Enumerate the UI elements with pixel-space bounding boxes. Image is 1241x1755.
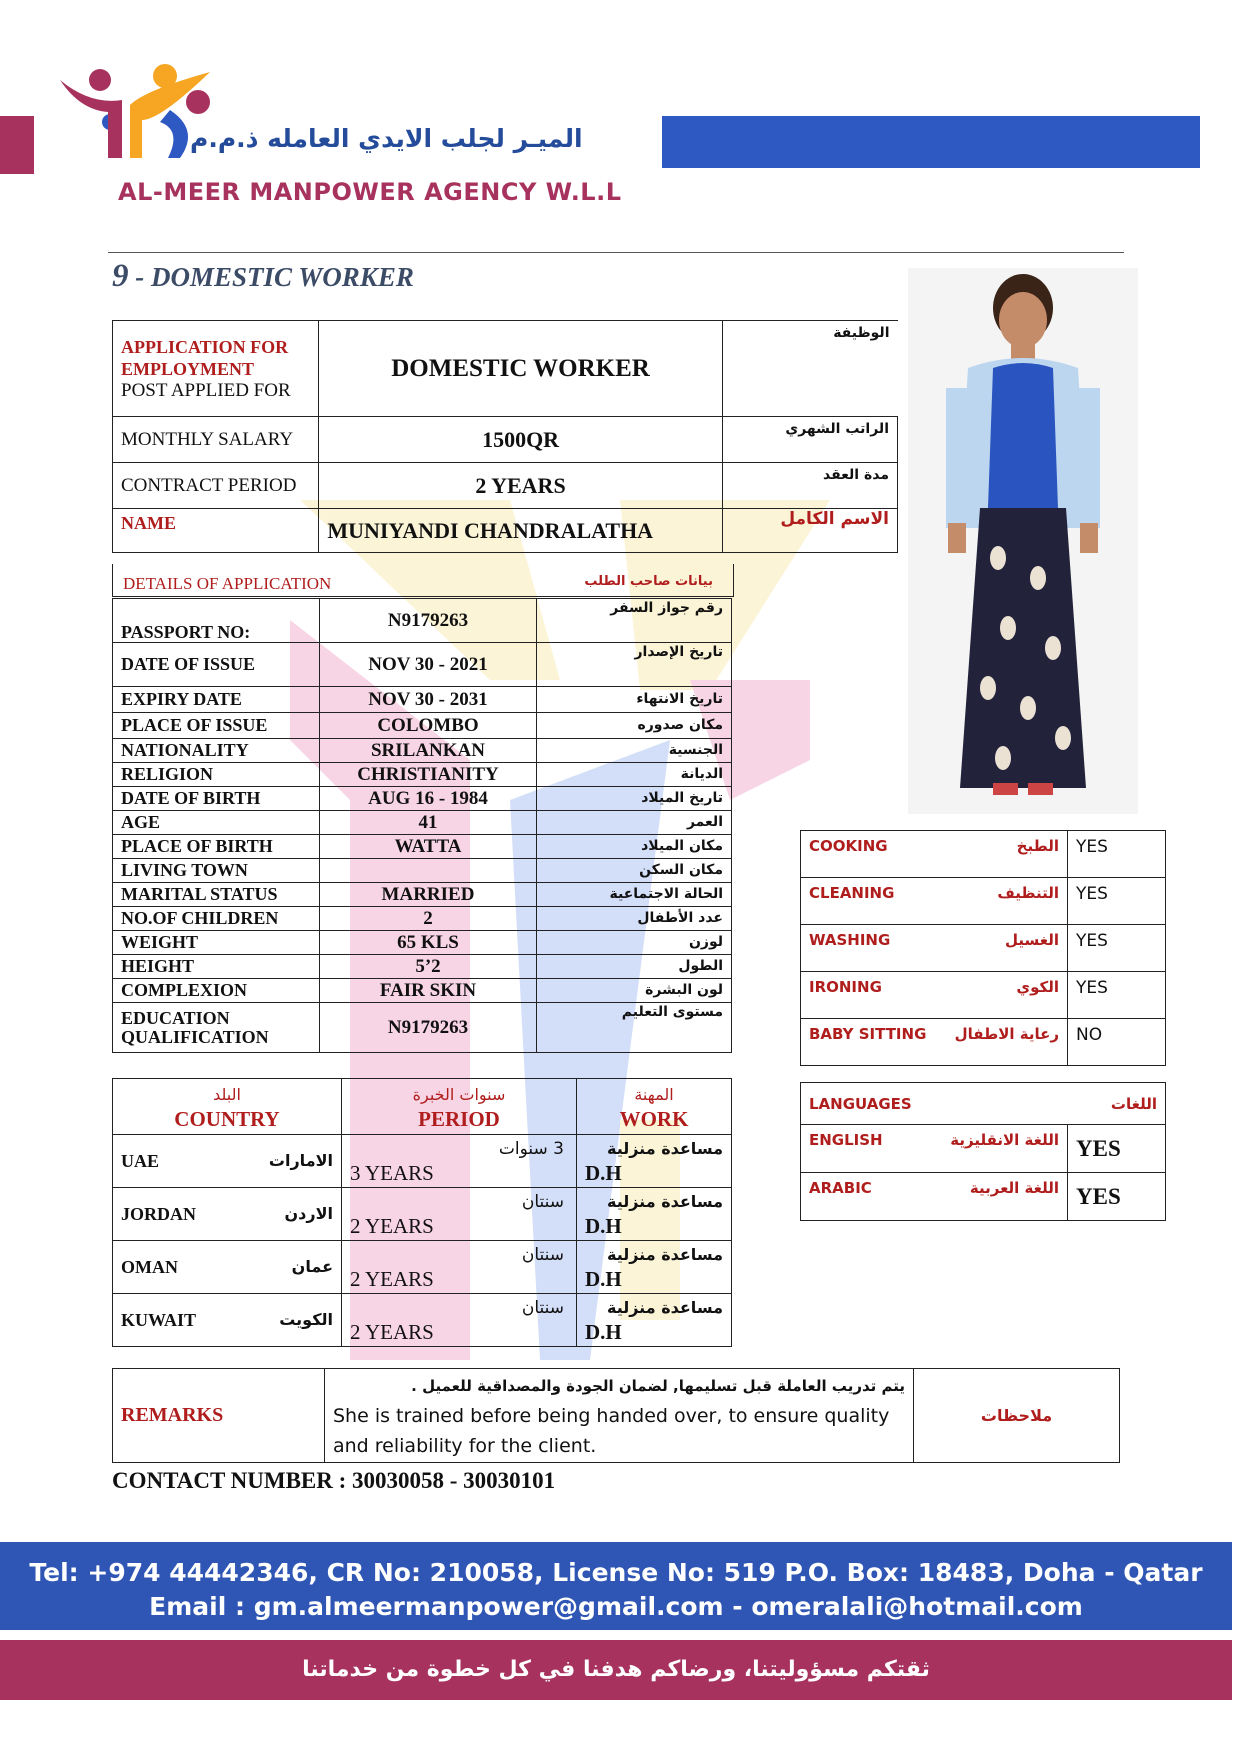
language-name-ar: اللغة الانقليزية bbox=[950, 1131, 1059, 1149]
footer-contact-band bbox=[0, 1542, 1232, 1630]
col-work-ar: المهنة bbox=[634, 1084, 674, 1104]
skill-value: YES bbox=[1068, 925, 1166, 972]
details-ar: مكان الميلاد bbox=[537, 835, 732, 859]
footer-line-2: Email : gm.almeermanpower@gmail.com - omeralali@hotmail.com bbox=[149, 1592, 1083, 1621]
exp-period-ar: سنتان bbox=[521, 1245, 564, 1265]
skill-value: YES bbox=[1068, 972, 1166, 1019]
skills-table bbox=[800, 830, 1166, 1066]
remarks-text-ar: يتم تدريب العاملة قبل تسليمها, لضمان الجودة والمصداقية للعميل . bbox=[411, 1376, 905, 1395]
brand-left-bar bbox=[0, 116, 34, 174]
details-row bbox=[113, 811, 732, 835]
salary-ar: الراتب الشهري bbox=[722, 417, 897, 463]
col-period: PERIOD bbox=[418, 1106, 500, 1131]
name-value: MUNIYANDI CHANDRALATHA bbox=[319, 509, 722, 553]
details-label: NO.OF CHILDREN bbox=[113, 907, 320, 931]
exp-work: D.H bbox=[585, 1161, 622, 1185]
document-title bbox=[112, 258, 414, 295]
skill-name-ar: الكوي bbox=[1016, 978, 1059, 996]
details-value: 2 bbox=[320, 907, 537, 931]
remarks-label: REMARKS bbox=[113, 1369, 325, 1463]
details-value: SRILANKAN bbox=[320, 739, 537, 763]
details-ar: تاريخ الميلاد bbox=[537, 787, 732, 811]
exp-work: D.H bbox=[585, 1267, 622, 1291]
details-row bbox=[113, 599, 732, 643]
details-row bbox=[113, 739, 732, 763]
agency-name-arabic: الميـر لجلب الايدي العامله ذ.م.م bbox=[190, 124, 583, 153]
details-row bbox=[113, 907, 732, 931]
exp-country: JORDAN bbox=[121, 1203, 196, 1224]
agency-name-english: AL-MEER MANPOWER AGENCY W.L.L bbox=[118, 178, 622, 206]
details-value: NOV 30 - 2031 bbox=[320, 687, 537, 713]
brand-right-bar bbox=[662, 116, 1200, 168]
exp-country-ar: الامارات bbox=[268, 1150, 333, 1170]
details-ar: لون البشرة bbox=[537, 979, 732, 1003]
details-ar: مستوى التعليم bbox=[537, 1003, 732, 1053]
name-label: NAME bbox=[113, 509, 319, 553]
skill-name-ar: رعاية الاطفال bbox=[954, 1025, 1059, 1043]
exp-country-ar: عمان bbox=[291, 1256, 333, 1276]
skill-row bbox=[801, 925, 1166, 972]
details-label: EXPIRY DATE bbox=[113, 687, 320, 713]
details-label: NATIONALITY bbox=[113, 739, 320, 763]
experience-table bbox=[112, 1078, 732, 1347]
salary-value: 1500QR bbox=[319, 417, 722, 463]
skill-value: YES bbox=[1068, 878, 1166, 925]
details-ar: لوزن bbox=[537, 931, 732, 955]
details-value: CHRISTIANITY bbox=[320, 763, 537, 787]
language-value: YES bbox=[1068, 1173, 1166, 1221]
exp-work: D.H bbox=[585, 1320, 622, 1344]
skill-name-ar: الغسيل bbox=[1004, 931, 1059, 949]
skill-value: NO bbox=[1068, 1019, 1166, 1066]
details-label: WEIGHT bbox=[113, 931, 320, 955]
exp-work: D.H bbox=[585, 1214, 622, 1238]
exp-period-ar: سنتان bbox=[521, 1298, 564, 1318]
footer-slogan: ثقتكم مسؤوليتنا، ورضاكم هدفنا في كل خطوة من خدماتنا bbox=[0, 1640, 1232, 1700]
details-value: MARRIED bbox=[320, 883, 537, 907]
details-label: PLACE OF BIRTH bbox=[113, 835, 320, 859]
details-value: FAIR SKIN bbox=[320, 979, 537, 1003]
post-applied-value: DOMESTIC WORKER bbox=[319, 321, 722, 417]
details-ar: رقم جواز السفر bbox=[537, 599, 732, 643]
language-name: ARABIC bbox=[809, 1179, 872, 1197]
languages-label-ar: اللغات bbox=[1110, 1094, 1157, 1113]
details-label: DETAILS OF APPLICATION bbox=[123, 574, 332, 593]
details-row bbox=[113, 931, 732, 955]
application-label: APPLICATION FOR EMPLOYMENT bbox=[121, 336, 289, 379]
details-ar: الجنسية bbox=[537, 739, 732, 763]
remarks-text-en: She is trained before being handed over, to ensure quality and reliability for the client. bbox=[333, 1404, 890, 1457]
details-value: N9179263 bbox=[320, 599, 537, 643]
details-row bbox=[113, 687, 732, 713]
application-table bbox=[112, 320, 898, 553]
language-row bbox=[801, 1173, 1166, 1221]
remarks-table bbox=[112, 1368, 1120, 1463]
details-value bbox=[320, 859, 537, 883]
details-ar: الطول bbox=[537, 955, 732, 979]
exp-period: 3 YEARS bbox=[350, 1161, 434, 1185]
details-header bbox=[112, 564, 734, 597]
title-text: - DOMESTIC WORKER bbox=[135, 262, 414, 292]
contract-ar: مدة العقد bbox=[722, 463, 897, 509]
experience-row bbox=[113, 1294, 732, 1347]
details-row bbox=[113, 787, 732, 811]
experience-row bbox=[113, 1188, 732, 1241]
details-label: DATE OF BIRTH bbox=[113, 787, 320, 811]
details-ar: الديانة bbox=[537, 763, 732, 787]
col-period-ar: سنوات الخبرة bbox=[412, 1084, 506, 1104]
details-row bbox=[113, 859, 732, 883]
skill-row bbox=[801, 831, 1166, 878]
details-row bbox=[113, 643, 732, 687]
details-label: LIVING TOWN bbox=[113, 859, 320, 883]
col-country-ar: البلد bbox=[213, 1084, 241, 1104]
language-name: ENGLISH bbox=[809, 1131, 883, 1149]
details-row bbox=[113, 713, 732, 739]
details-ar: تاريخ الإصدار bbox=[537, 643, 732, 687]
details-label: DATE OF ISSUE bbox=[113, 643, 320, 687]
exp-work-ar: مساعدة منزلية bbox=[606, 1139, 723, 1158]
details-ar: عدد الأطفال bbox=[537, 907, 732, 931]
skill-name: IRONING bbox=[809, 978, 882, 996]
details-label: EDUCATION QUALIFICATION bbox=[113, 1003, 320, 1053]
details-row bbox=[113, 979, 732, 1003]
footer-line-1: Tel: +974 44442346, CR No: 210058, License No: 519 P.O. Box: 18483, Doha - Qatar bbox=[29, 1558, 1203, 1587]
details-label: PASSPORT NO: bbox=[113, 599, 320, 643]
details-value: NOV 30 - 2021 bbox=[320, 643, 537, 687]
applicant-photo bbox=[908, 268, 1138, 814]
details-row bbox=[113, 883, 732, 907]
salary-label: MONTHLY SALARY bbox=[113, 417, 319, 463]
details-ar: مكان السكن bbox=[537, 859, 732, 883]
skill-row bbox=[801, 878, 1166, 925]
exp-country-ar: الاردن bbox=[284, 1203, 333, 1223]
details-value: N9179263 bbox=[320, 1003, 537, 1053]
post-applied-ar: الوظيفة bbox=[722, 321, 897, 417]
exp-country: UAE bbox=[121, 1150, 160, 1171]
skill-name: BABY SITTING bbox=[809, 1025, 927, 1043]
details-value: 41 bbox=[320, 811, 537, 835]
skill-row bbox=[801, 1019, 1166, 1066]
exp-country: KUWAIT bbox=[121, 1309, 197, 1330]
title-number: 9 bbox=[112, 258, 129, 294]
exp-work-ar: مساعدة منزلية bbox=[606, 1245, 723, 1264]
details-label: RELIGION bbox=[113, 763, 320, 787]
exp-period-ar: 3 سنوات bbox=[498, 1139, 564, 1159]
details-table bbox=[112, 598, 732, 1053]
language-value: YES bbox=[1068, 1125, 1166, 1173]
details-row bbox=[113, 763, 732, 787]
skill-name: COOKING bbox=[809, 837, 888, 855]
header-divider bbox=[108, 252, 1124, 253]
details-row bbox=[113, 1003, 732, 1053]
exp-period: 2 YEARS bbox=[350, 1320, 434, 1344]
skill-name: CLEANING bbox=[809, 884, 895, 902]
skill-value: YES bbox=[1068, 831, 1166, 878]
experience-row bbox=[113, 1241, 732, 1294]
details-value: 65 KLS bbox=[320, 931, 537, 955]
skill-row bbox=[801, 972, 1166, 1019]
details-row bbox=[113, 835, 732, 859]
post-applied-label: POST APPLIED FOR bbox=[121, 379, 291, 401]
skill-name: WASHING bbox=[809, 931, 891, 949]
details-value: 5’2 bbox=[320, 955, 537, 979]
skill-name-ar: التنظيف bbox=[997, 884, 1059, 902]
languages-table bbox=[800, 1082, 1166, 1221]
skill-name-ar: الطبخ bbox=[1016, 837, 1059, 855]
details-ar: بيانات صاحب الطلب bbox=[584, 574, 713, 589]
exp-country: OMAN bbox=[121, 1256, 178, 1277]
details-ar: العمر bbox=[537, 811, 732, 835]
details-value: AUG 16 - 1984 bbox=[320, 787, 537, 811]
details-label: PLACE OF ISSUE bbox=[113, 713, 320, 739]
details-row bbox=[113, 955, 732, 979]
details-value: WATTA bbox=[320, 835, 537, 859]
exp-work-ar: مساعدة منزلية bbox=[606, 1192, 723, 1211]
contract-value: 2 YEARS bbox=[319, 463, 722, 509]
language-row bbox=[801, 1125, 1166, 1173]
col-work: WORK bbox=[619, 1106, 689, 1131]
remarks-label-ar: ملاحظات bbox=[914, 1369, 1120, 1463]
details-label: COMPLEXION bbox=[113, 979, 320, 1003]
language-name-ar: اللغة العربية bbox=[969, 1179, 1059, 1197]
details-value: COLOMBO bbox=[320, 713, 537, 739]
exp-work-ar: مساعدة منزلية bbox=[606, 1298, 723, 1317]
contact-number: CONTACT NUMBER : 30030058 - 30030101 bbox=[112, 1468, 556, 1493]
exp-period: 2 YEARS bbox=[350, 1214, 434, 1238]
exp-country-ar: الكويت bbox=[279, 1309, 333, 1329]
details-ar: الحالة الاجتماعية bbox=[537, 883, 732, 907]
experience-row bbox=[113, 1135, 732, 1188]
details-label: MARITAL STATUS bbox=[113, 883, 320, 907]
name-ar: الاسم الكامل bbox=[722, 509, 897, 553]
contract-label: CONTRACT PERIOD bbox=[113, 463, 319, 509]
details-ar: مكان صدوره bbox=[537, 713, 732, 739]
details-ar: تاريخ الانتهاء bbox=[537, 687, 732, 713]
exp-period-ar: سنتان bbox=[521, 1192, 564, 1212]
details-label: HEIGHT bbox=[113, 955, 320, 979]
col-country: COUNTRY bbox=[174, 1106, 280, 1131]
exp-period: 2 YEARS bbox=[350, 1267, 434, 1291]
details-label: AGE bbox=[113, 811, 320, 835]
languages-label: LANGUAGES bbox=[809, 1094, 912, 1113]
